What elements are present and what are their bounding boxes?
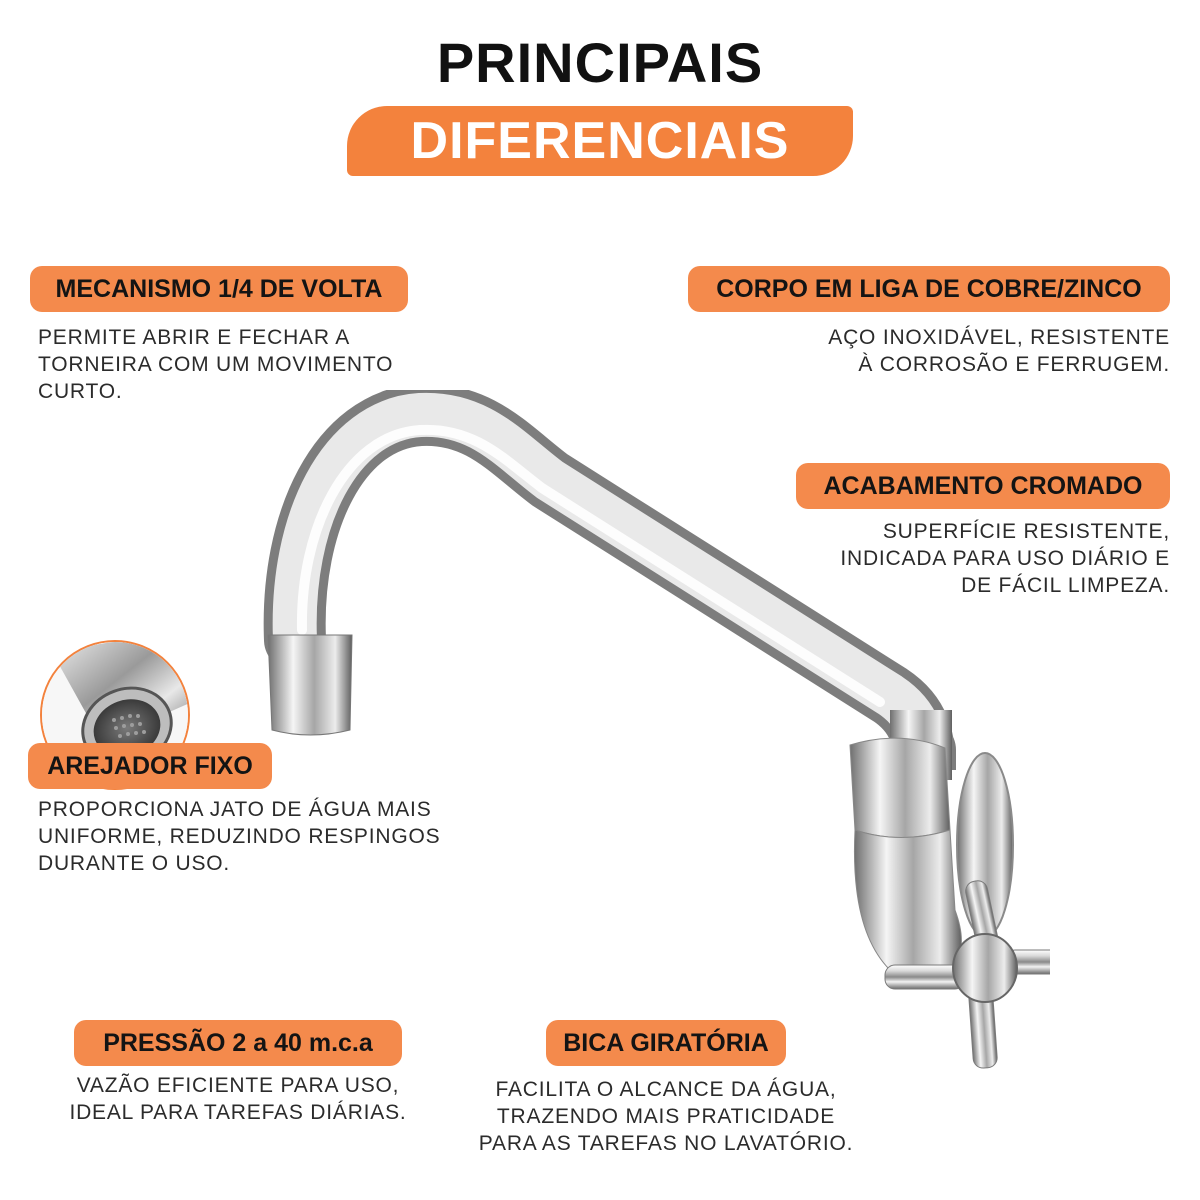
feature-desc-bica bbox=[456, 1076, 876, 1157]
feature-badge-corpo: CORPO EM LIGA DE COBRE/ZINCO bbox=[688, 266, 1170, 312]
desc-line: À CORROSÃO E FERRUGEM. bbox=[858, 353, 1170, 376]
desc-line: TORNEIRA COM UM MOVIMENTO bbox=[38, 353, 394, 376]
desc-line: CURTO. bbox=[38, 380, 123, 403]
desc-line: UNIFORME, REDUZINDO RESPINGOS bbox=[38, 825, 441, 848]
desc-line: VAZÃO EFICIENTE PARA USO, bbox=[76, 1074, 400, 1097]
feature-badge-mecanismo: MECANISMO 1/4 DE VOLTA bbox=[30, 266, 408, 312]
title-highlight-pill bbox=[347, 106, 853, 176]
desc-line: TRAZENDO MAIS PRATICIDADE bbox=[496, 1105, 836, 1128]
desc-line: DE FÁCIL LIMPEZA. bbox=[961, 574, 1170, 597]
feature-desc-arejador bbox=[38, 796, 458, 877]
feature-badge-bica: BICA GIRATÓRIA bbox=[546, 1020, 786, 1066]
feature-badge-arejador: AREJADOR FIXO bbox=[28, 743, 272, 789]
feature-desc-acabamento bbox=[760, 518, 1170, 599]
feature-badge-pressao: PRESSÃO 2 a 40 m.c.a bbox=[74, 1020, 402, 1066]
feature-desc-corpo bbox=[760, 324, 1170, 378]
desc-line: INDICADA PARA USO DIÁRIO E bbox=[840, 547, 1170, 570]
desc-line: PROPORCIONA JATO DE ÁGUA MAIS bbox=[38, 798, 432, 821]
desc-line: FACILITA O ALCANCE DA ÁGUA, bbox=[495, 1078, 837, 1101]
feature-desc-pressao bbox=[38, 1072, 438, 1126]
feature-badge-acabamento: ACABAMENTO CROMADO bbox=[796, 463, 1170, 509]
desc-line: PERMITE ABRIR E FECHAR A bbox=[38, 326, 351, 349]
page-title: PRINCIPAIS bbox=[436, 31, 764, 94]
page-subtitle: DIFERENCIAIS bbox=[410, 112, 790, 170]
desc-line: AÇO INOXIDÁVEL, RESISTENTE bbox=[828, 326, 1170, 349]
desc-line: IDEAL PARA TAREFAS DIÁRIAS. bbox=[69, 1101, 407, 1124]
desc-line: SUPERFÍCIE RESISTENTE, bbox=[882, 520, 1170, 543]
desc-line: PARA AS TAREFAS NO LAVATÓRIO. bbox=[478, 1132, 854, 1155]
desc-line: DURANTE O USO. bbox=[38, 852, 231, 875]
feature-desc-mecanismo bbox=[38, 324, 438, 405]
